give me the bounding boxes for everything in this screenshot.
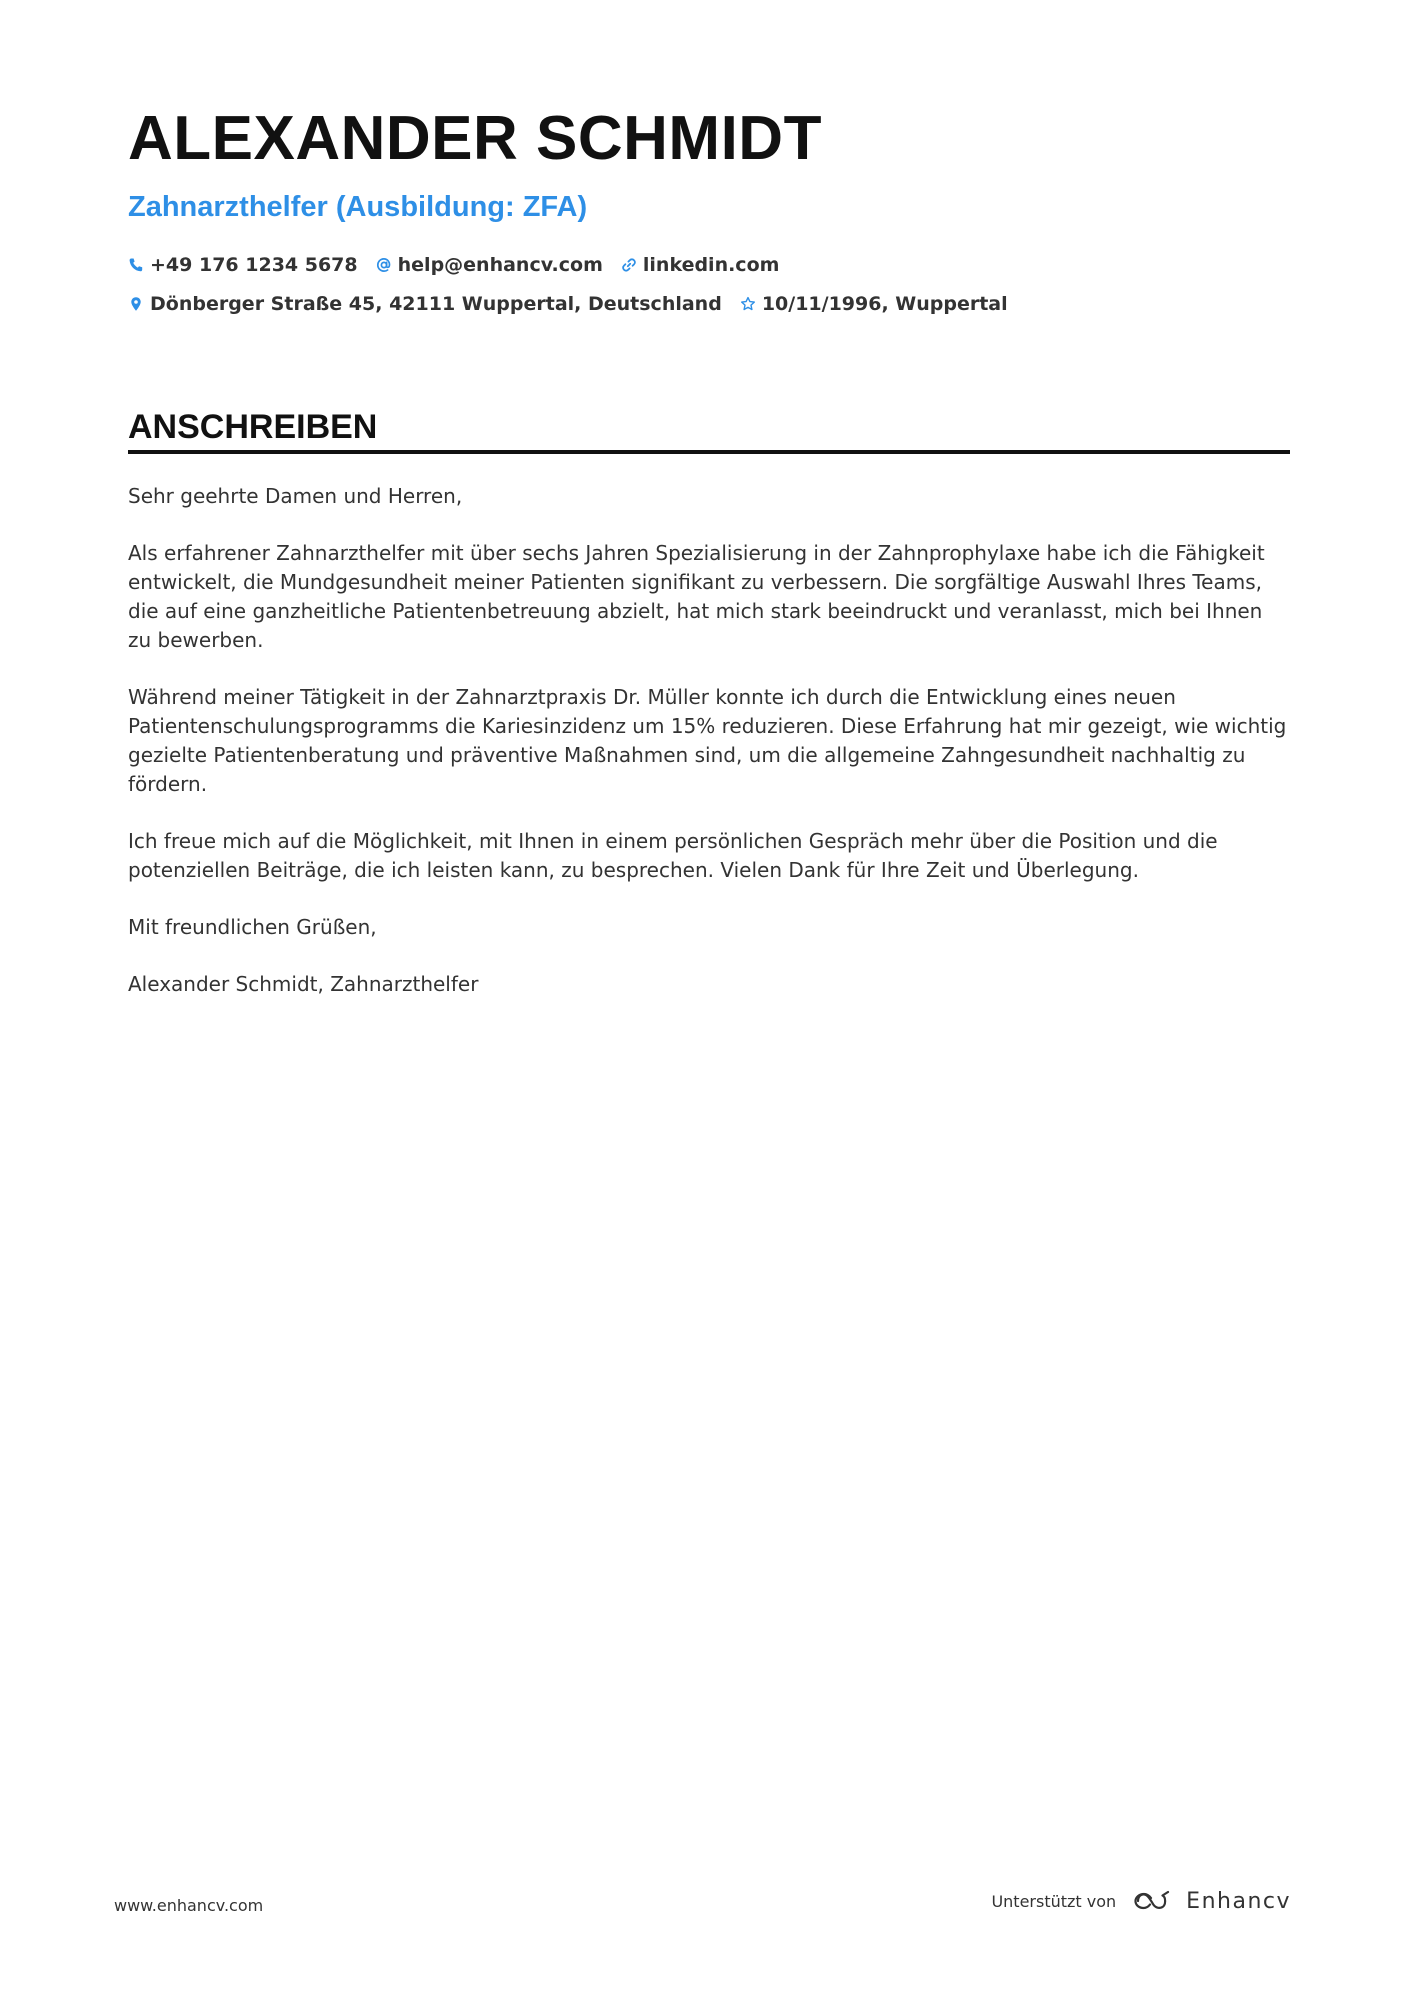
letter-paragraph: Während meiner Tätigkeit in der Zahnarztpraxis Dr. Müller konnte ich durch die Entwicklung eines neuen Patientenschulungsprogramms die Kariesinzidenz um 15% reduzieren. Diese Erfahrung hat mir gezeigt, wie wichtig gezielte Patientenberatung und präventive Maßnahmen sind, um die allgemeine Zahngesundheit nachhaltig zu fördern. bbox=[128, 685, 1287, 796]
applicant-role: Zahnarzthelfer (Ausbildung: ZFA) bbox=[128, 191, 588, 223]
enhancv-brand: Enhancv bbox=[1186, 1888, 1291, 1914]
letter-paragraph: Als erfahrener Zahnarzthelfer mit über sechs Jahren Spezialisierung in der Zahnprophylaxe habe ich die Fähigkeit entwickelt, die Mundgesundheit meiner Patienten signifikant zu verbessern. Die sorgfältige Auswahl Ihres Teams, die auf eine ganzheitliche Patientenbetreuung abzielt, hat mich stark beeindruckt und veranlasst, mich bei Ihnen zu bewerben. bbox=[128, 541, 1265, 652]
footer-branding bbox=[991, 1888, 1291, 1914]
letter-paragraph: Ich freue mich auf die Möglichkeit, mit Ihnen in einem persönlichen Gespräch mehr über die Position und die potenziellen Beiträge, die ich leisten kann, zu besprechen. Vielen Dank für Ihre Zeit und Überlegung. bbox=[128, 829, 1218, 882]
star-icon bbox=[740, 296, 756, 312]
section-title: ANSCHREIBEN bbox=[128, 408, 378, 446]
phone-icon bbox=[128, 257, 144, 273]
at-icon bbox=[376, 257, 392, 273]
letter-closing: Mit freundlichen Grüßen, bbox=[128, 915, 377, 939]
postal-address: Dönberger Straße 45, 42111 Wuppertal, Deutschland bbox=[150, 293, 722, 315]
contact-email bbox=[376, 254, 603, 276]
birth-date-place: 10/11/1996, Wuppertal bbox=[761, 293, 1008, 315]
footer-website[interactable]: www.enhancv.com bbox=[114, 1896, 264, 1915]
letter-salutation: Sehr geehrte Damen und Herren, bbox=[128, 484, 463, 508]
phone-number: +49 176 1234 5678 bbox=[150, 254, 358, 276]
contact-row-primary bbox=[128, 254, 797, 276]
enhancv-logo-icon bbox=[1128, 1888, 1174, 1914]
email-address[interactable]: help@enhancv.com bbox=[397, 254, 603, 276]
powered-by-label: Unterstützt von bbox=[991, 1891, 1117, 1911]
letter-signature: Alexander Schmidt, Zahnarzthelfer bbox=[128, 972, 479, 996]
letter-body bbox=[128, 482, 1290, 1027]
section-divider bbox=[128, 450, 1290, 454]
applicant-name: ALEXANDER SCHMIDT bbox=[128, 104, 822, 173]
contact-address bbox=[128, 293, 722, 315]
contact-row-secondary bbox=[128, 293, 1026, 315]
contact-linkedin bbox=[621, 254, 780, 276]
linkedin-url[interactable]: linkedin.com bbox=[642, 254, 780, 276]
location-pin-icon bbox=[128, 296, 144, 312]
contact-phone bbox=[128, 254, 358, 276]
contact-birth bbox=[740, 293, 1008, 315]
link-icon bbox=[621, 257, 637, 273]
